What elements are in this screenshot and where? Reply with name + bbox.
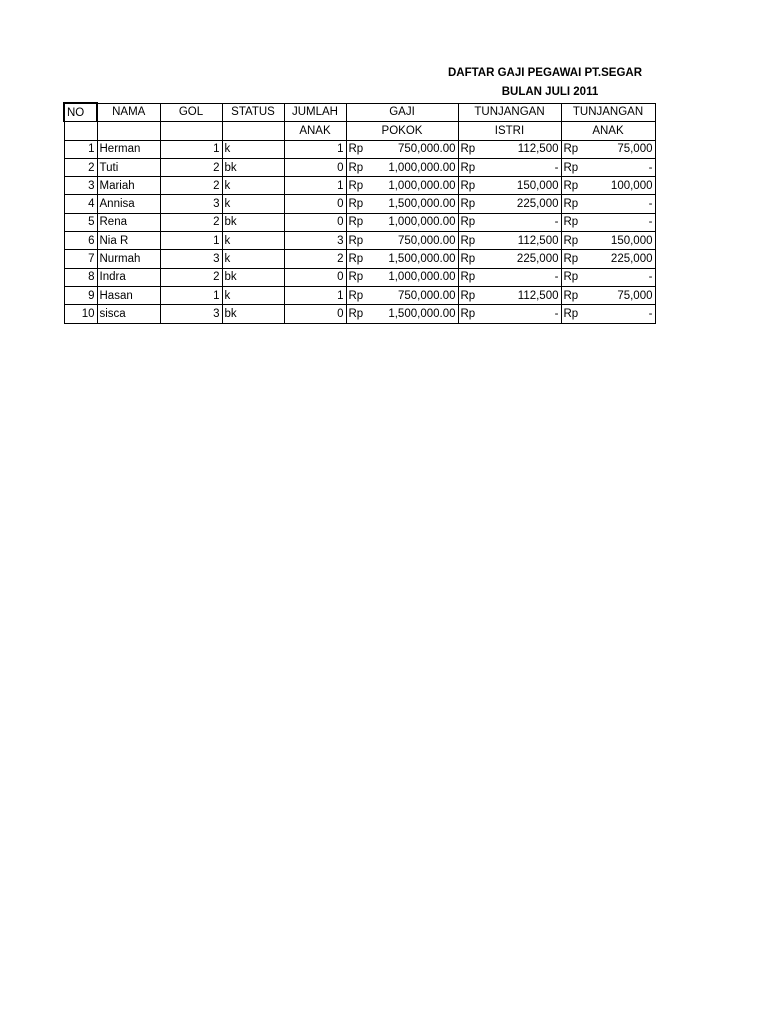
amount-value: 112,500 [517,234,559,247]
currency-label: Rp [563,143,579,156]
amount-value: 75,000 [617,289,653,302]
amount-value: - [554,161,559,174]
currency-label: Rp [348,216,364,229]
cell-no: 8 [64,268,97,286]
currency-label: Rp [563,179,579,192]
table-row [64,305,655,323]
currency-label: Rp [563,307,579,320]
cell-status: k [222,286,284,304]
cell-gol: 2 [160,213,222,231]
cell-gol: 1 [160,140,222,158]
currency-label: Rp [460,198,476,211]
cell-tunjangan-anak [561,232,655,250]
cell-jumlah-anak: 2 [284,250,346,268]
currency-label: Rp [460,289,476,302]
col-header-istri: ISTRI [458,122,561,140]
currency-label: Rp [460,143,476,156]
currency-label: Rp [460,234,476,247]
currency-label: Rp [563,289,579,302]
currency-label: Rp [348,307,364,320]
document-title: DAFTAR GAJI PEGAWAI PT.SEGAR [447,67,643,79]
amount-value: 750,000.00 [397,289,456,302]
amount-value: 112,500 [517,289,559,302]
amount-value: - [648,307,653,320]
cell-nama: Nurmah [97,250,160,268]
amount-value: 75,000 [617,143,653,156]
cell-gaji-pokok [346,250,458,268]
cell-no: 9 [64,286,97,304]
cell-status: k [222,140,284,158]
cell-no: 1 [64,140,97,158]
col-header-anak-2: ANAK [561,122,655,140]
cell-jumlah-anak: 3 [284,232,346,250]
currency-label: Rp [348,234,364,247]
cell-gaji-pokok [346,158,458,176]
col-header-gol-blank [160,122,222,140]
cell-status: bk [222,268,284,286]
currency-label: Rp [348,271,364,284]
header-row-2 [64,122,655,140]
cell-tunjangan-istri [458,305,561,323]
cell-jumlah-anak: 0 [284,305,346,323]
cell-nama: Tuti [97,158,160,176]
document-subtitle: BULAN JULI 2011 [501,86,599,98]
amount-value: 750,000.00 [397,234,456,247]
cell-gaji-pokok [346,286,458,304]
cell-gol: 2 [160,268,222,286]
cell-no: 6 [64,232,97,250]
cell-tunjangan-anak [561,213,655,231]
cell-tunjangan-istri [458,250,561,268]
cell-gaji-pokok [346,140,458,158]
currency-label: Rp [348,289,364,302]
currency-label: Rp [460,161,476,174]
col-header-pokok: POKOK [346,122,458,140]
currency-label: Rp [348,198,364,211]
cell-tunjangan-istri [458,268,561,286]
col-header-status-blank [222,122,284,140]
col-header-gol: GOL [160,103,222,122]
cell-gol: 3 [160,195,222,213]
cell-tunjangan-anak [561,268,655,286]
table-row [64,158,655,176]
cell-tunjangan-anak [561,195,655,213]
cell-jumlah-anak: 0 [284,158,346,176]
currency-label: Rp [460,179,476,192]
amount-value: 1,500,000.00 [388,253,456,266]
cell-status: k [222,250,284,268]
amount-value: 150,000 [610,234,653,247]
table-row [64,213,655,231]
cell-no: 10 [64,305,97,323]
amount-value: - [554,271,559,284]
cell-jumlah-anak: 0 [284,213,346,231]
col-header-gaji: GAJI [346,103,458,122]
amount-value: - [648,271,653,284]
amount-value: 1,000,000.00 [388,271,456,284]
amount-value: - [648,216,653,229]
cell-no: 2 [64,158,97,176]
amount-value: 225,000 [516,253,559,266]
cell-nama: Indra [97,268,160,286]
currency-label: Rp [348,161,364,174]
col-header-status: STATUS [222,103,284,122]
cell-gaji-pokok [346,268,458,286]
cell-tunjangan-istri [458,213,561,231]
cell-tunjangan-istri [458,286,561,304]
amount-value: 225,000 [610,253,653,266]
currency-label: Rp [348,253,364,266]
amount-value: 750,000.00 [397,143,456,156]
cell-status: k [222,232,284,250]
amount-value: 1,500,000.00 [388,198,456,211]
cell-nama: Mariah [97,177,160,195]
currency-label: Rp [460,253,476,266]
table-row [64,177,655,195]
cell-status: k [222,177,284,195]
cell-gol: 2 [160,177,222,195]
cell-jumlah-anak: 0 [284,195,346,213]
cell-tunjangan-istri [458,195,561,213]
table-row [64,286,655,304]
amount-value: 1,000,000.00 [388,179,456,192]
cell-gol: 3 [160,305,222,323]
cell-tunjangan-istri [458,140,561,158]
currency-label: Rp [348,143,364,156]
cell-jumlah-anak: 1 [284,140,346,158]
cell-status: bk [222,305,284,323]
cell-tunjangan-anak [561,177,655,195]
cell-nama: Annisa [97,195,160,213]
cell-nama: Hasan [97,286,160,304]
currency-label: Rp [460,307,476,320]
table-row [64,195,655,213]
currency-label: Rp [460,216,476,229]
cell-jumlah-anak: 1 [284,177,346,195]
cell-gol: 2 [160,158,222,176]
currency-label: Rp [348,179,364,192]
cell-tunjangan-istri [458,177,561,195]
amount-value: - [554,307,559,320]
currency-label: Rp [563,161,579,174]
cell-nama: sisca [97,305,160,323]
cell-tunjangan-istri [458,232,561,250]
col-header-jumlah: JUMLAH [284,103,346,122]
amount-value: 1,500,000.00 [388,307,456,320]
cell-tunjangan-istri [458,158,561,176]
col-header-no: NO [64,103,97,122]
table-row [64,140,655,158]
cell-gol: 1 [160,232,222,250]
currency-label: Rp [563,198,579,211]
cell-nama: Nia R [97,232,160,250]
cell-tunjangan-anak [561,158,655,176]
col-header-nama-blank [97,122,160,140]
currency-label: Rp [563,234,579,247]
currency-label: Rp [563,253,579,266]
cell-status: bk [222,213,284,231]
cell-status: bk [222,158,284,176]
amount-value: 112,500 [517,143,559,156]
cell-tunjangan-anak [561,250,655,268]
table-row [64,232,655,250]
amount-value: 1,000,000.00 [388,161,456,174]
cell-tunjangan-anak [561,305,655,323]
amount-value: - [648,161,653,174]
cell-gaji-pokok [346,232,458,250]
col-header-tunjangan-istri: TUNJANGAN [458,103,561,122]
amount-value: - [648,198,653,211]
cell-gol: 1 [160,286,222,304]
cell-nama: Rena [97,213,160,231]
cell-status: k [222,195,284,213]
cell-tunjangan-anak [561,286,655,304]
cell-gaji-pokok [346,195,458,213]
cell-jumlah-anak: 1 [284,286,346,304]
cell-gol: 3 [160,250,222,268]
amount-value: 1,000,000.00 [388,216,456,229]
col-header-nama: NAMA [97,103,160,122]
currency-label: Rp [563,271,579,284]
col-header-tunjangan-anak: TUNJANGAN [561,103,655,122]
amount-value: 225,000 [516,198,559,211]
currency-label: Rp [460,271,476,284]
cell-gaji-pokok [346,305,458,323]
cell-jumlah-anak: 0 [284,268,346,286]
cell-no: 5 [64,213,97,231]
header-row-1 [64,103,655,122]
cell-tunjangan-anak [561,140,655,158]
table-row [64,250,655,268]
amount-value: 100,000 [610,179,653,192]
cell-no: 3 [64,177,97,195]
cell-gaji-pokok [346,213,458,231]
table-row [64,268,655,286]
cell-no: 4 [64,195,97,213]
amount-value: - [554,216,559,229]
col-header-no-blank [64,122,97,140]
amount-value: 150,000 [516,179,559,192]
col-header-anak: ANAK [284,122,346,140]
payroll-table [63,102,656,324]
cell-nama: Herman [97,140,160,158]
cell-gaji-pokok [346,177,458,195]
cell-no: 7 [64,250,97,268]
currency-label: Rp [563,216,579,229]
